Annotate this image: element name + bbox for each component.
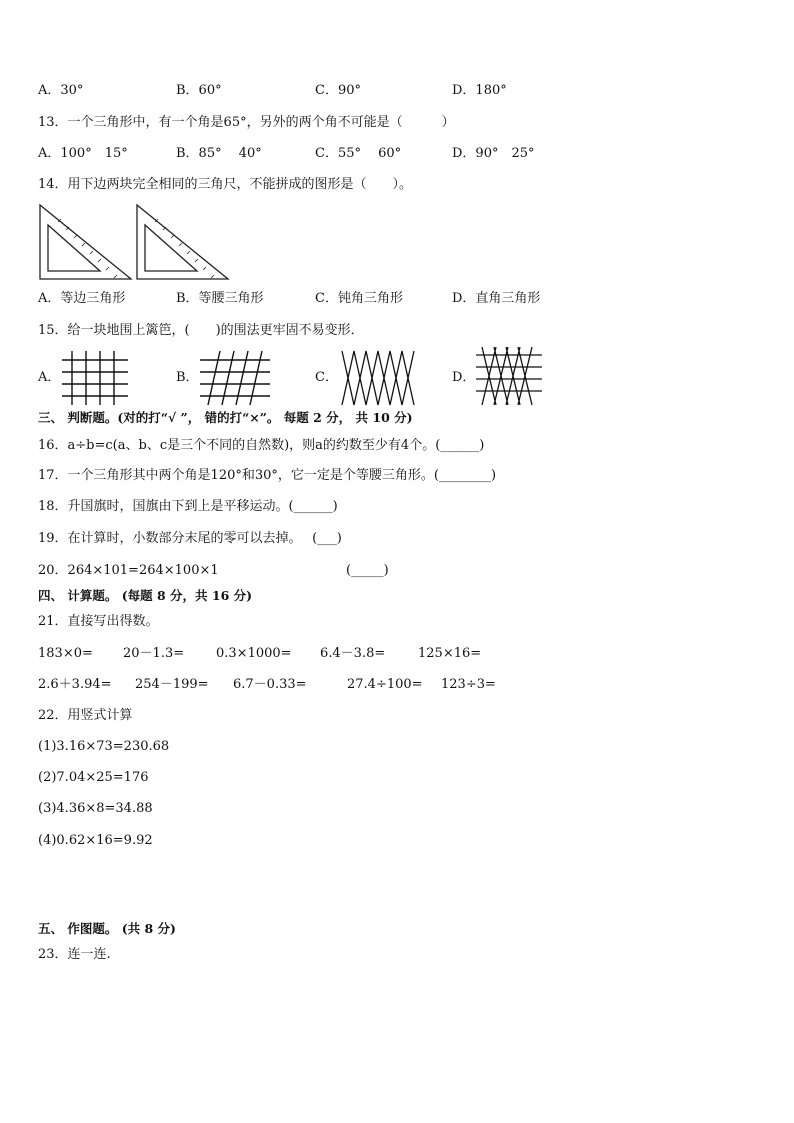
q21-calc-item: 20－1.3= <box>123 646 185 661</box>
q19-question: 19．在计算时，小数部分末尾的零可以去掉。 (___) <box>38 531 342 546</box>
q12-option-c[interactable]: C．90° <box>315 83 361 98</box>
q14-option-a[interactable]: A．等边三角形 <box>38 291 126 306</box>
q15-option-b[interactable]: B． <box>176 370 199 385</box>
q21-calc-item: 125×16= <box>418 646 482 661</box>
q12-option-b[interactable]: B．60° <box>176 83 222 98</box>
set-square-right <box>137 205 228 279</box>
q22-item: (1)3.16×73=230.68 <box>38 739 170 754</box>
fence-crossed-lattice <box>476 347 542 405</box>
q21-calc-item: 27.4÷100= <box>347 677 423 692</box>
section-3-heading: 三、 判断题。(对的打“√ ”， 错的打“×”。 每题 2 分， 共 10 分) <box>38 410 413 425</box>
q15-option-d[interactable]: D． <box>452 370 476 385</box>
q14-option-c[interactable]: C．钝角三角形 <box>315 291 403 306</box>
q18-question: 18．升国旗时，国旗由下到上是平移运动。(______) <box>38 499 338 514</box>
q20-answer-blank[interactable]: (_____) <box>346 563 389 578</box>
set-square-left <box>40 205 131 279</box>
q21-calc-item: 183×0= <box>38 646 93 661</box>
q20-question: 20．264×101=264×100×1 <box>38 563 219 578</box>
fence-grid-square <box>62 351 128 405</box>
q21-calc-item: 6.4－3.8= <box>320 646 386 661</box>
q13-option-b[interactable]: B．85° 40° <box>176 146 262 161</box>
q21-calc-item: 254－199= <box>135 677 209 692</box>
q14-question: 14．用下边两块完全相同的三角尺，不能拼成的图形是（ ）。 <box>38 177 413 192</box>
section-4-heading: 四、 计算题。 (每题 8 分，共 16 分) <box>38 588 253 603</box>
q17-question: 17．一个三角形其中两个角是120°和30°，它一定是个等腰三角形。(________) <box>38 468 497 483</box>
q15-question: 15．给一块地围上篱笆，( )的围法更牢固不易变形． <box>38 323 364 338</box>
q22-item: (2)7.04×25=176 <box>38 770 149 785</box>
q14-option-b[interactable]: B．等腰三角形 <box>176 291 264 306</box>
q23-question: 23．连一连. <box>38 947 111 962</box>
q21-calc-item: 0.3×1000= <box>216 646 292 661</box>
q13-option-c[interactable]: C．55° 60° <box>315 146 402 161</box>
q12-option-d[interactable]: D．180° <box>452 83 507 98</box>
q21-question: 21．直接写出得数。 <box>38 614 159 629</box>
q21-calc-item: 123÷3= <box>441 677 496 692</box>
q21-calc-item: 6.7－0.33= <box>233 677 307 692</box>
q13-option-d[interactable]: D．90° 25° <box>452 146 535 161</box>
fence-zigzag <box>340 351 418 405</box>
q21-calc-item: 2.6＋3.94= <box>38 677 112 692</box>
set-square-figure <box>38 203 233 283</box>
q12-option-a[interactable]: A．30° <box>38 83 84 98</box>
q15-option-c[interactable]: C． <box>315 370 338 385</box>
q22-item: (3)4.36×8=34.88 <box>38 801 153 816</box>
q14-option-d[interactable]: D．直角三角形 <box>452 291 541 306</box>
q13-question: 13．一个三角形中，有一个角是65°，另外的两个角不可能是（ ） <box>38 115 455 130</box>
q15-option-a[interactable]: A． <box>38 370 61 385</box>
q22-question: 22．用竖式计算 <box>38 708 133 723</box>
q16-question: 16．a÷b=c(a、b、c是三个不同的自然数)，则a的约数至少有4个。(______) <box>38 438 485 453</box>
fence-grid-slanted <box>200 351 270 405</box>
section-5-heading: 五、 作图题。 (共 8 分) <box>38 921 176 936</box>
q22-item: (4)0.62×16=9.92 <box>38 833 153 848</box>
q13-option-a[interactable]: A．100° 15° <box>38 146 128 161</box>
